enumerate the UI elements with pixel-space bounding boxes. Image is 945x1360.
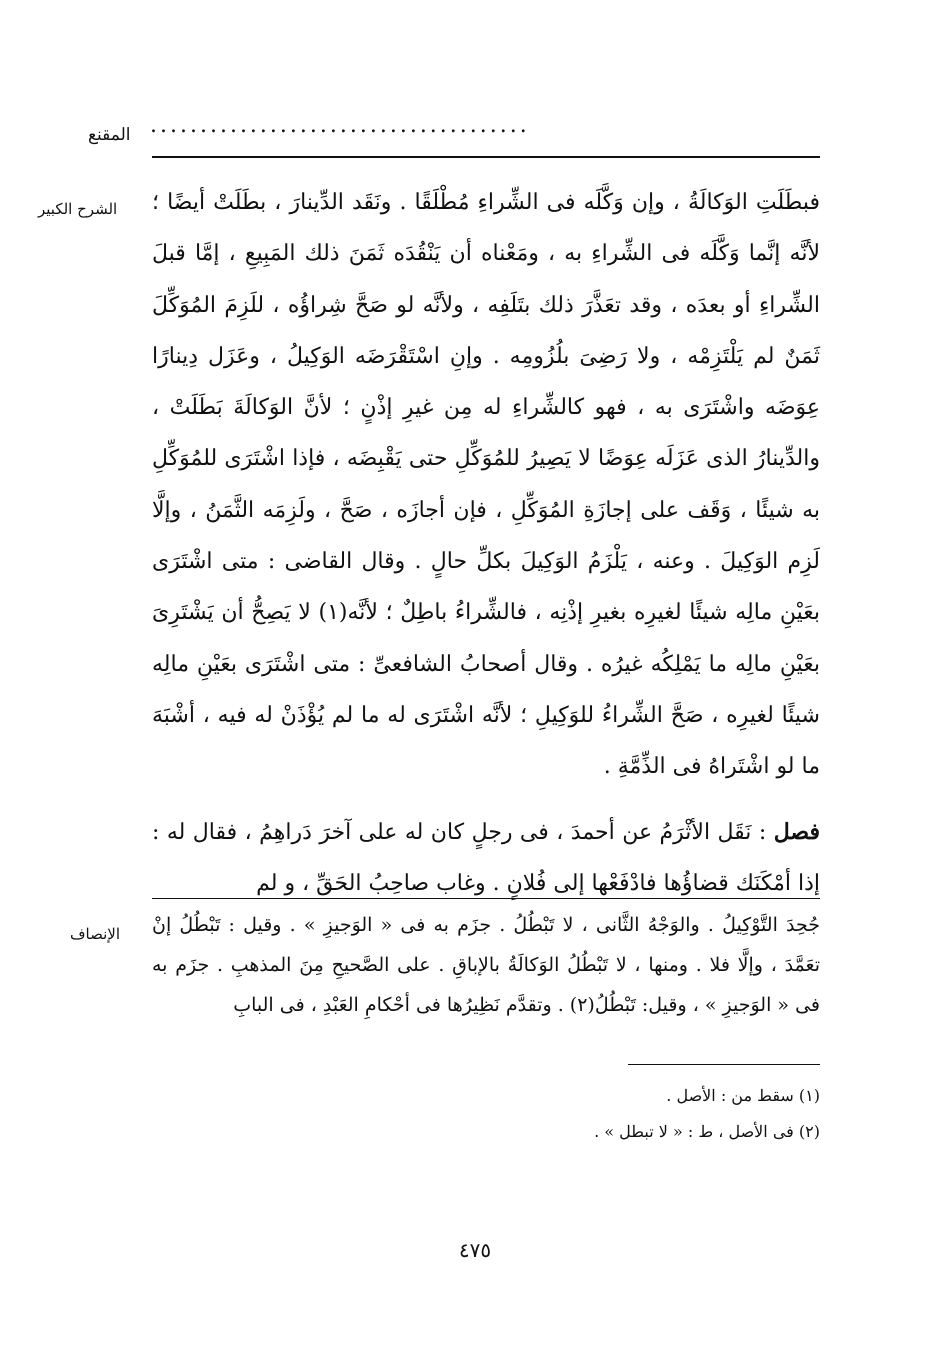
footnote-1: (١) سقط من : الأصل . [666,1086,820,1105]
footnote-rule [628,1064,820,1065]
footnote-2: (٢) فى الأصل ، ط : « لا تبطل » . [594,1122,820,1141]
side-label-sharh: الشرح الكبير [38,200,118,218]
insaf-paragraph: جُحِدَ التَّوْكِيلُ . والوَجْهُ الثَّانى ، لا تَبْطُلُ . جزَم به فى « الوَجيزِ » . وقيل : تَبْطُلُ إنْ تعَمَّدَ ، وإلَّا فلا . ومنها ، لا تَبْطُلُ الوَكالَةُ بالإباقِ . على الصَّحيحِ مِنَ المذهبِ . جزَم به فى « الوَجيزِ » ، وقيل: تَبْطُلُ(٢) . وتقدَّم نَظِيرُها فى أحْكامِ العَبْدِ ، فى البابِ [152,914,820,1016]
header-dotted-line: ...................................... [150,113,530,138]
fasl-text: : نَقَل الأثْرَمُ عن أحمدَ ، فى رجلٍ كان له على آخرَ دَراهِمُ ، فقال له : إذا أمْكَنَك قضاؤُها فادْفَعْها إلى فُلانٍ . وغاب صاحِبُ الحَقِّ ، و لم [152,819,820,896]
insaf-text [152,905,820,1025]
book-title: المقنع [88,125,131,145]
side-label-insaf: الإنصاف [70,925,121,943]
page-number: ٤٧٥ [458,1238,492,1262]
footnotes [152,1078,820,1150]
main-text [152,177,820,909]
main-paragraph: فبطَلَتِ الوَكالَةُ ، وإن وَكَّلَه فى الشِّراءِ مُطْلَقًا . ونَقَد الدِّينارَ ، بطَلَتْ أيضًا ؛ لأنَّه إنَّما وَكَّلَه فى الشِّراءِ به ، ومَعْناه أن يَنْقُدَه ثَمَنَ ذلك المَبِيعِ ، إمَّا قبلَ الشِّراءِ أو بعدَه ، وقد تعَذَّرَ ذلك بتَلَفِه ، ولأنَّه لو صَحَّ شِراؤُه ، للَزِمَ المُوَكِّلَ ثَمَنٌ لم يَلْتَزِمْه ، ولا رَضِىَ بلُزُومِه . وإنِ اسْتَقْرَضَه الوَكِيلُ ، وعَزَل دِينارًا عِوَضَه واشْتَرَى به ، فهو كالشِّراءِ له مِن غيرِ إذْنٍ ؛ لأنَّ الوَكالَةَ بَطَلَتْ ، والدِّينارُ الذى عَزَلَه عِوَضًا لا يَصِيرُ للمُوَكِّلِ حتى يَقْبِضَه ، فإذا اشْتَرَى للمُوَكِّلِ به شيئًا ، وَقَف على إجازَةِ المُوَكِّلِ ، فإن أجازَه ، صَحَّ ، ولَزِمَه الثَّمَنُ ، وإلَّا لَزِم الوَكِيلَ . وعنه ، يَلْزَمُ الوَكِيلَ بكلِّ حالٍ . وقال القاضى : متى اشْتَرَى بعَيْنِ مالِه شيئًا لغيرِه بغيرِ إذْنِه ، فالشِّراءُ باطِلٌ ؛ لأنَّه(١) لا يَصِحُّ أن يَشْتَرِىَ بعَيْنِ مالِه ما يَمْلِكُه غيرُه . وقال أصحابُ الشافعىِّ : متى اشْتَرَى بعَيْنِ مالِه شيئًا لغيرِه ، صَحَّ الشِّراءُ للوَكِيلِ ؛ لأنَّه اشْتَرَى له ما لم يُؤْذَنْ له فيه ، أشْبَهَ ما لو اشْتَراهُ فى الذِّمَّةِ . [152,190,820,780]
section-separator [152,898,820,899]
fasl-heading: فصل [773,818,820,845]
fasl-paragraph [152,807,820,910]
header-rule [152,156,820,158]
